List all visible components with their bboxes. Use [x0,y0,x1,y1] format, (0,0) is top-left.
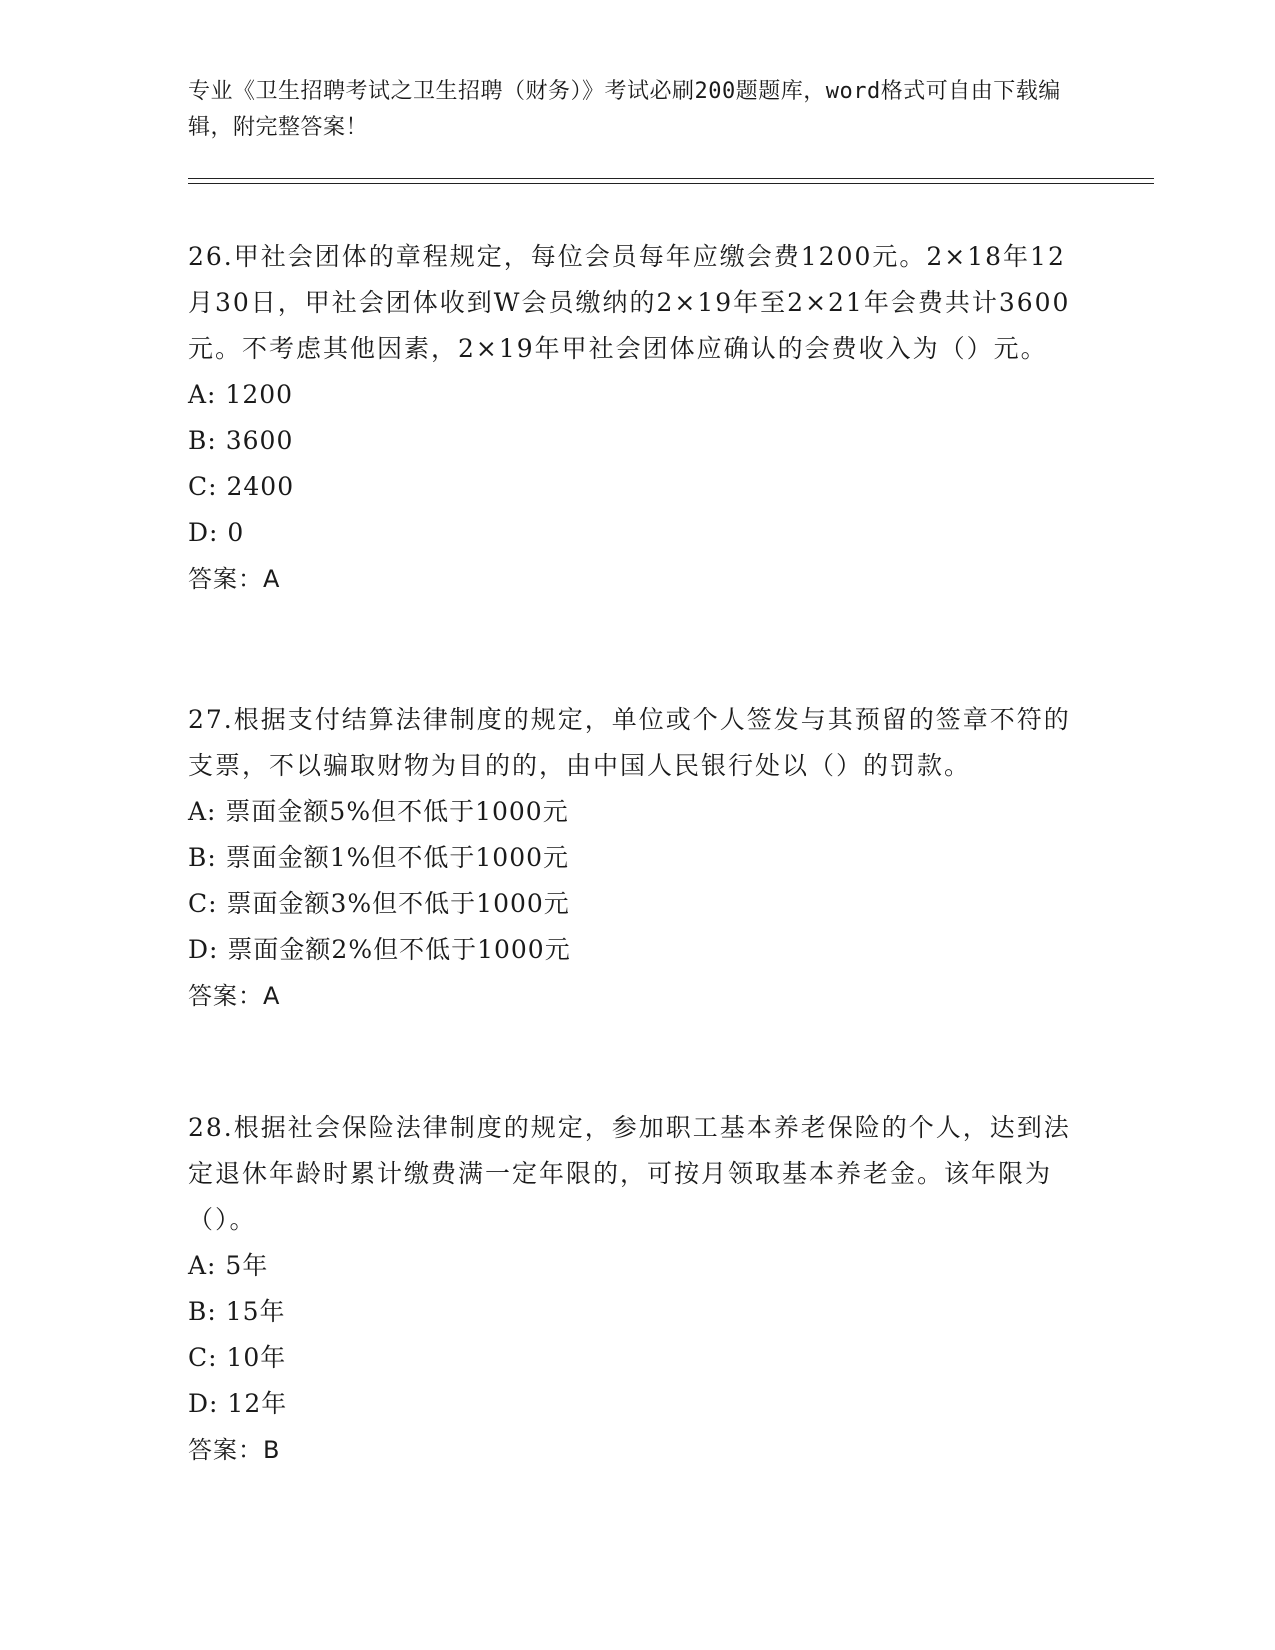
option-d: D: 票面金额2%但不低于1000元 [188,935,571,964]
answer: 答案：A [188,982,281,1010]
question-stem: 26.甲社会团体的章程规定，每位会员每年应缴会费1200元。2×18年12月30日，甲社会团体收到W会员缴纳的2×19年至2×21年会费共计3600元。不考虑其他因素，2×19年甲社会团体应确认的会费收入为（）元。 [188,242,1071,363]
question-26 [188,234,1078,602]
option-a: A: 票面金额5%但不低于1000元 [188,797,569,826]
option-c: C: 10年 [188,1343,287,1372]
option-b: B: 15年 [188,1297,286,1326]
question-28 [188,1105,1078,1473]
option-c: C: 2400 [188,472,295,501]
option-c: C: 票面金额3%但不低于1000元 [188,889,570,918]
answer: 答案：B [188,1436,281,1464]
option-b: B: 票面金额1%但不低于1000元 [188,843,570,872]
option-a: A: 5年 [188,1251,269,1280]
option-d: D: 12年 [188,1389,288,1418]
header-rule-top [188,178,1154,179]
answer: 答案：A [188,565,281,593]
header-rule-bottom [188,183,1154,184]
option-b: B: 3600 [188,426,294,455]
question-27 [188,697,1078,1019]
question-stem: 28.根据社会保险法律制度的规定，参加职工基本养老保险的个人，达到法定退休年龄时累计缴费满一定年限的，可按月领取基本养老金。该年限为（）。 [188,1113,1071,1234]
document-header: 专业《卫生招聘考试之卫生招聘（财务）》考试必刷200题题库，word格式可自由下载编辑，附完整答案！ [188,79,1061,140]
option-d: D: 0 [188,518,245,547]
option-a: A: 1200 [188,380,294,409]
question-stem: 27.根据支付结算法律制度的规定，单位或个人签发与其预留的签章不符的支票，不以骗取财物为目的的，由中国人民银行处以（）的罚款。 [188,705,1071,780]
